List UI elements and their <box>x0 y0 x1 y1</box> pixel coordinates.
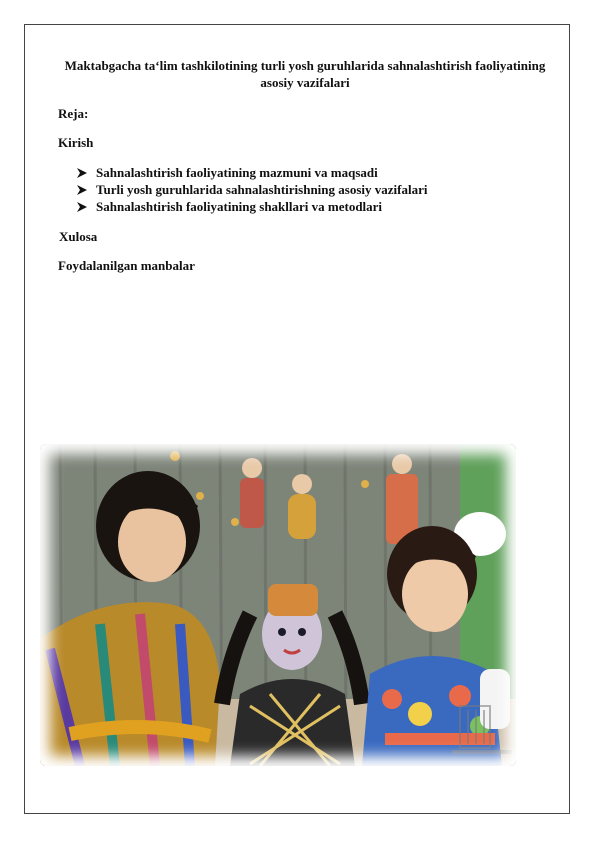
sources-heading: Foydalanilgan manbalar <box>58 258 195 273</box>
hanging-doll-2 <box>288 474 316 539</box>
arrow-right-icon <box>76 184 88 196</box>
conclusion-heading: Xulosa <box>59 229 98 244</box>
arrow-right-icon <box>76 201 88 213</box>
photo-illustration <box>40 444 516 766</box>
children-with-doll-photo <box>40 444 516 766</box>
list-item <box>76 198 427 215</box>
list-item <box>76 181 427 198</box>
plan-list <box>76 164 427 215</box>
list-item-label: Sahnalashtirish faoliyatining mazmuni va maqsadi <box>96 164 378 180</box>
arrow-right-icon <box>76 167 88 179</box>
hanging-doll-1 <box>240 458 264 528</box>
intro-heading: Kirish <box>58 135 94 150</box>
list-item <box>76 164 427 181</box>
list-item-label: Turli yosh guruhlarida sahnalashtirishning asosiy vazifalari <box>96 181 428 197</box>
list-item-label: Sahnalashtirish faoliyatining shakllari va metodlari <box>96 198 383 214</box>
document-title: Maktabgacha ta‘lim tashkilotining turli yosh guruhlarida sahnalashtirish faoliyatining asosiy vazifalari <box>64 58 546 90</box>
plan-heading: Reja: <box>58 106 89 121</box>
